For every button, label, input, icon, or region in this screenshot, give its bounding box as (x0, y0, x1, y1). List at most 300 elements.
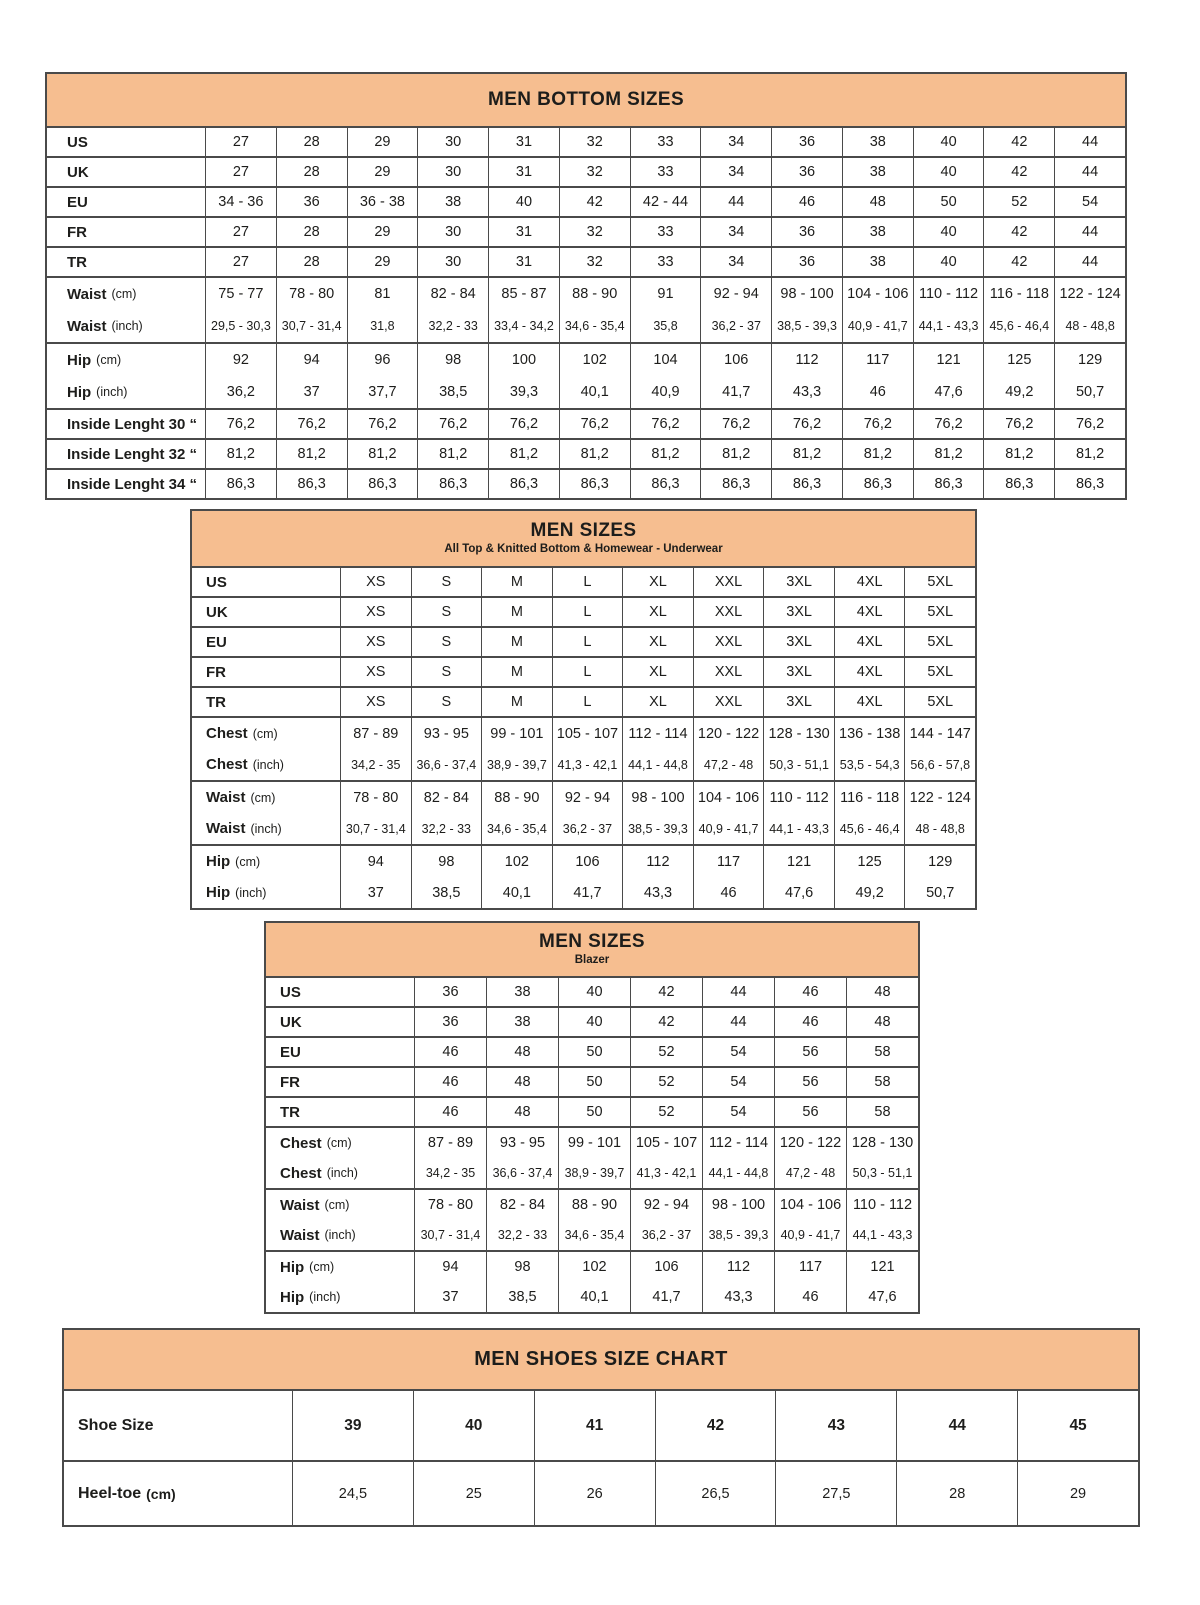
table-row (192, 846, 975, 877)
size-cell: 81,2 (205, 440, 276, 468)
size-cell: 3XL (763, 598, 834, 626)
size-cell: 76,2 (842, 410, 913, 438)
size-cell: 46 (414, 1038, 486, 1066)
size-cell: 40,9 - 41,7 (842, 310, 913, 342)
size-cell: 117 (693, 846, 764, 877)
size-cell: 47,6 (913, 376, 984, 408)
table-row (47, 218, 1125, 246)
table-section (47, 276, 1125, 342)
table-subtitle: All Top & Knitted Bottom & Homewear - Underwear (444, 543, 723, 556)
size-cell: S (411, 628, 482, 656)
size-cell: 36,2 - 37 (630, 1220, 702, 1250)
size-cell: 81,2 (488, 440, 559, 468)
size-cell: 38,5 - 39,3 (771, 310, 842, 342)
size-cell: 40,1 (559, 376, 630, 408)
row-label (192, 688, 340, 716)
size-cell: 49,2 (983, 376, 1054, 408)
size-cell: 40 (913, 158, 984, 186)
row-label-unit: (cm) (111, 287, 137, 301)
size-cell: 40,9 - 41,7 (693, 813, 764, 844)
size-cell: 28 (276, 128, 347, 156)
row-label-text: Waist (206, 820, 246, 837)
size-cell: 41,7 (630, 1282, 702, 1312)
size-cell: 112 - 114 (702, 1128, 774, 1158)
row-label-unit: (inch) (250, 821, 282, 836)
table-section (192, 626, 975, 656)
size-cell: 5XL (904, 628, 975, 656)
row-label-text: Chest (280, 1134, 322, 1152)
size-cell: 25 (413, 1462, 534, 1525)
size-cell: 94 (276, 344, 347, 376)
table-row (47, 376, 1125, 408)
size-cell: XL (622, 598, 693, 626)
size-cell: 129 (904, 846, 975, 877)
size-cell: 44 (702, 1008, 774, 1036)
size-cell: 5XL (904, 688, 975, 716)
row-label-text: Hip (206, 853, 231, 870)
size-cell: M (481, 598, 552, 626)
table-section (192, 844, 975, 908)
size-cell: 86,3 (700, 470, 771, 498)
table-body (192, 568, 975, 908)
row-label-text: Inside Lenght 30 “ (67, 415, 198, 433)
row-label (47, 344, 205, 376)
size-cell: 36 (276, 188, 347, 216)
size-cell: 98 - 100 (771, 278, 842, 310)
size-cell: 128 - 130 (763, 718, 834, 749)
size-cell: XL (622, 568, 693, 596)
size-cell: 44 (1054, 218, 1125, 246)
size-cell: 30 (417, 218, 488, 246)
size-cell: 50,3 - 51,1 (763, 749, 834, 780)
row-label-unit: (cm) (252, 726, 278, 741)
size-cell: 31,8 (347, 310, 418, 342)
size-cell: 76,2 (347, 410, 418, 438)
size-cell: 81 (347, 278, 418, 310)
size-cell: 36 (771, 248, 842, 276)
size-cell: 33 (630, 218, 701, 246)
size-cell: 104 - 106 (842, 278, 913, 310)
table-section (266, 1250, 918, 1312)
size-cell: 81,2 (1054, 440, 1125, 468)
size-cell: 30 (417, 248, 488, 276)
row-label-text: Hip (206, 884, 231, 901)
row-label-text: TR (67, 253, 87, 271)
size-cell: L (552, 688, 623, 716)
table-row (192, 688, 975, 716)
row-label (266, 1068, 414, 1096)
row-label-text: EU (67, 193, 88, 211)
size-cell: 4XL (834, 598, 905, 626)
size-cell: 39 (292, 1391, 413, 1460)
row-label-unit: (cm) (146, 1485, 176, 1502)
size-cell: 4XL (834, 628, 905, 656)
size-cell: 31 (488, 218, 559, 246)
table-section (47, 246, 1125, 276)
size-cell: 29 (347, 248, 418, 276)
size-cell: 50 (558, 1098, 630, 1126)
size-cell: 144 - 147 (904, 718, 975, 749)
size-cell: 128 - 130 (846, 1128, 918, 1158)
table-row (266, 1038, 918, 1066)
size-cell: 44 (700, 188, 771, 216)
size-cell: 41,3 - 42,1 (552, 749, 623, 780)
size-cell: 50 (558, 1038, 630, 1066)
row-label-text: Chest (206, 756, 248, 773)
size-cell: 48 (846, 1008, 918, 1036)
size-cell: 48 - 48,8 (904, 813, 975, 844)
size-cell: 38,9 - 39,7 (481, 749, 552, 780)
size-cell: 3XL (763, 568, 834, 596)
size-cell: 125 (834, 846, 905, 877)
size-cell: 44 (1054, 248, 1125, 276)
size-cell: 36 (771, 128, 842, 156)
table-section (266, 1066, 918, 1096)
table-row (192, 628, 975, 656)
table-row (47, 440, 1125, 468)
size-cell: 30,7 - 31,4 (340, 813, 411, 844)
size-cell: L (552, 658, 623, 686)
row-label-text: Hip (67, 351, 92, 369)
size-cell: 76,2 (1054, 410, 1125, 438)
row-label-unit: (cm) (250, 790, 276, 805)
size-cell: 42 - 44 (630, 188, 701, 216)
size-cell: 82 - 84 (417, 278, 488, 310)
row-label (47, 128, 205, 156)
table-section (192, 568, 975, 596)
size-cell: 105 - 107 (552, 718, 623, 749)
size-cell: M (481, 628, 552, 656)
row-label (47, 158, 205, 186)
row-label-unit: (cm) (235, 854, 261, 869)
table-row (266, 1190, 918, 1220)
size-cell: 78 - 80 (340, 782, 411, 813)
row-label-unit: (inch) (326, 1166, 358, 1180)
size-cell: 5XL (904, 598, 975, 626)
size-cell: 38 (842, 218, 913, 246)
size-cell: XXL (693, 658, 764, 686)
table-section (47, 128, 1125, 156)
size-cell: 81,2 (983, 440, 1054, 468)
table-body (64, 1391, 1138, 1525)
size-cell: 34,6 - 35,4 (558, 1220, 630, 1250)
size-cell: 45,6 - 46,4 (983, 310, 1054, 342)
table-title: MEN SHOES SIZE CHART (474, 1348, 728, 1370)
size-cell: 81,2 (771, 440, 842, 468)
size-cell: 28 (276, 158, 347, 186)
size-cell: 43,3 (771, 376, 842, 408)
size-cell: 81,2 (700, 440, 771, 468)
table-section (47, 156, 1125, 186)
size-cell: M (481, 658, 552, 686)
table-section (192, 780, 975, 844)
size-cell: 3XL (763, 688, 834, 716)
size-cell: 112 (622, 846, 693, 877)
size-cell: XL (622, 658, 693, 686)
size-cell: 36 (771, 158, 842, 186)
row-label-unit: (inch) (324, 1228, 356, 1242)
size-cell: 33,4 - 34,2 (488, 310, 559, 342)
row-label-text: Hip (280, 1258, 305, 1276)
size-cell: 46 (774, 978, 846, 1006)
size-cell: 86,3 (983, 470, 1054, 498)
size-cell: 86,3 (630, 470, 701, 498)
size-cell: 54 (702, 1038, 774, 1066)
size-cell: 110 - 112 (763, 782, 834, 813)
size-cell: XS (340, 568, 411, 596)
row-label-text: US (67, 133, 88, 151)
row-label (266, 978, 414, 1006)
size-cell: 92 (205, 344, 276, 376)
row-label (47, 278, 205, 310)
size-cell: 37,7 (347, 376, 418, 408)
size-cell: 36,6 - 37,4 (486, 1158, 558, 1188)
size-cell: 37 (414, 1282, 486, 1312)
size-cell: 46 (693, 877, 764, 908)
size-cell: 88 - 90 (481, 782, 552, 813)
size-cell: 4XL (834, 568, 905, 596)
size-cell: 98 (417, 344, 488, 376)
size-cell: 45 (1017, 1391, 1138, 1460)
size-cell: 46 (774, 1282, 846, 1312)
size-cell: 3XL (763, 658, 834, 686)
size-cell: L (552, 568, 623, 596)
size-cell: 46 (771, 188, 842, 216)
table-title: MEN SIZES (530, 520, 637, 542)
size-cell: 40 (413, 1391, 534, 1460)
table-row (192, 749, 975, 780)
size-cell: 56 (774, 1068, 846, 1096)
size-cell: 33 (630, 128, 701, 156)
size-cell: 46 (774, 1008, 846, 1036)
table-row (266, 978, 918, 1006)
table-section (192, 686, 975, 716)
size-cell: S (411, 688, 482, 716)
size-cell: 75 - 77 (205, 278, 276, 310)
size-cell: 41,7 (700, 376, 771, 408)
size-cell: 122 - 124 (904, 782, 975, 813)
size-cell: 98 (486, 1252, 558, 1282)
size-cell: 4XL (834, 658, 905, 686)
size-cell: 105 - 107 (630, 1128, 702, 1158)
size-cell: 54 (702, 1098, 774, 1126)
size-cell: 86,3 (417, 470, 488, 498)
size-cell: 31 (488, 248, 559, 276)
size-cell: 76,2 (488, 410, 559, 438)
size-cell: 34,6 - 35,4 (559, 310, 630, 342)
size-cell: 41 (534, 1391, 655, 1460)
size-cell: 82 - 84 (486, 1190, 558, 1220)
size-cell: 29,5 - 30,3 (205, 310, 276, 342)
size-cell: 96 (347, 344, 418, 376)
size-cell: 38,5 (486, 1282, 558, 1312)
table-row (47, 128, 1125, 156)
size-cell: 42 (983, 248, 1054, 276)
size-cell: 42 (983, 218, 1054, 246)
size-cell: 81,2 (913, 440, 984, 468)
size-cell: S (411, 658, 482, 686)
size-cell: 86,3 (913, 470, 984, 498)
size-cell: 52 (630, 1038, 702, 1066)
size-cell: 26,5 (655, 1462, 776, 1525)
size-cell: 47,6 (763, 877, 834, 908)
size-cell: 56 (774, 1038, 846, 1066)
row-label (47, 440, 205, 468)
size-cell: 44 (896, 1391, 1017, 1460)
size-cell: 54 (1054, 188, 1125, 216)
size-cell: 36,2 - 37 (552, 813, 623, 844)
row-label (192, 749, 340, 780)
size-cell: 99 - 101 (481, 718, 552, 749)
size-cell: 44 (1054, 158, 1125, 186)
men-bottom-sizes-table (45, 72, 1127, 500)
size-cell: 81,2 (347, 440, 418, 468)
size-cell: 81,2 (559, 440, 630, 468)
table-row (47, 278, 1125, 310)
size-cell: 38,5 - 39,3 (622, 813, 693, 844)
table-subtitle: Blazer (574, 954, 610, 967)
size-cell: 30,7 - 31,4 (414, 1220, 486, 1250)
size-cell: 48 (486, 1038, 558, 1066)
size-cell: 88 - 90 (558, 1190, 630, 1220)
size-cell: 81,2 (630, 440, 701, 468)
size-cell: 32,2 - 33 (417, 310, 488, 342)
size-cell: 43,3 (702, 1282, 774, 1312)
table-row (192, 598, 975, 626)
size-cell: 46 (414, 1068, 486, 1096)
size-cell: 86,3 (842, 470, 913, 498)
size-cell: 76,2 (276, 410, 347, 438)
size-cell: 50 (913, 188, 984, 216)
size-cell: 86,3 (347, 470, 418, 498)
size-cell: M (481, 688, 552, 716)
size-cell: 40 (913, 128, 984, 156)
size-cell: 3XL (763, 628, 834, 656)
size-cell: XXL (693, 628, 764, 656)
size-cell: 34,6 - 35,4 (481, 813, 552, 844)
size-cell: 29 (1017, 1462, 1138, 1525)
size-cell: 36 (414, 978, 486, 1006)
size-cell: 44 (702, 978, 774, 1006)
row-label (266, 1252, 414, 1282)
men-sizes-blazer-table (264, 921, 920, 1314)
size-cell: XL (622, 688, 693, 716)
size-cell: 31 (488, 128, 559, 156)
row-label-text: FR (280, 1073, 300, 1091)
size-cell: 32 (559, 248, 630, 276)
size-cell: 44,1 - 43,3 (763, 813, 834, 844)
size-cell: 92 - 94 (700, 278, 771, 310)
size-cell: 129 (1054, 344, 1125, 376)
table-section (64, 1460, 1138, 1525)
row-label (192, 877, 340, 908)
table-row (47, 248, 1125, 276)
size-cell: 53,5 - 54,3 (834, 749, 905, 780)
row-label (266, 1158, 414, 1188)
row-label (266, 1038, 414, 1066)
table-title-bar (64, 1330, 1138, 1391)
size-cell: 47,6 (846, 1282, 918, 1312)
size-cell: 117 (842, 344, 913, 376)
row-label-text: UK (67, 163, 89, 181)
size-cell: 52 (630, 1068, 702, 1096)
row-label-unit: (cm) (309, 1260, 335, 1274)
size-cell: 82 - 84 (411, 782, 482, 813)
size-cell: 121 (846, 1252, 918, 1282)
row-label-text: UK (206, 603, 228, 621)
row-label (266, 1008, 414, 1036)
table-row (266, 1008, 918, 1036)
table-title-bar (192, 511, 975, 568)
size-cell: 28 (276, 218, 347, 246)
row-label (266, 1282, 414, 1312)
size-cell: 76,2 (417, 410, 488, 438)
row-label (47, 410, 205, 438)
size-cell: 38 (842, 158, 913, 186)
size-cell: 78 - 80 (414, 1190, 486, 1220)
table-row (64, 1462, 1138, 1525)
size-cell: 91 (630, 278, 701, 310)
size-cell: 39,3 (488, 376, 559, 408)
size-cell: 45,6 - 46,4 (834, 813, 905, 844)
size-cell: 86,3 (488, 470, 559, 498)
size-cell: 98 - 100 (622, 782, 693, 813)
size-cell: 40 (488, 188, 559, 216)
row-label-unit: (cm) (96, 353, 122, 367)
size-cell: 38 (842, 128, 913, 156)
table-row (47, 188, 1125, 216)
size-cell: 48 (486, 1068, 558, 1096)
size-cell: 94 (340, 846, 411, 877)
size-cell: 76,2 (983, 410, 1054, 438)
table-row (47, 310, 1125, 342)
size-cell: 86,3 (771, 470, 842, 498)
size-cell: 36,6 - 37,4 (411, 749, 482, 780)
row-label-text: Heel-toe (78, 1484, 142, 1502)
size-cell: 28 (276, 248, 347, 276)
size-cell: 27 (205, 128, 276, 156)
size-cell: 40,9 (630, 376, 701, 408)
size-cell: 32,2 - 33 (411, 813, 482, 844)
size-cell: 56,6 - 57,8 (904, 749, 975, 780)
size-cell: 102 (558, 1252, 630, 1282)
size-cell: 110 - 112 (913, 278, 984, 310)
size-cell: 42 (983, 158, 1054, 186)
size-cell: 93 - 95 (486, 1128, 558, 1158)
size-cell: 27 (205, 248, 276, 276)
row-label-text: Waist (67, 317, 107, 335)
men-shoes-size-chart-table (62, 1328, 1140, 1527)
table-row (266, 1158, 918, 1188)
size-cell: 81,2 (276, 440, 347, 468)
row-label (192, 658, 340, 686)
table-body (266, 978, 918, 1312)
size-cell: 76,2 (205, 410, 276, 438)
row-label (47, 310, 205, 342)
size-cell: 42 (559, 188, 630, 216)
size-cell: 30 (417, 128, 488, 156)
size-cell: S (411, 598, 482, 626)
size-cell: 104 (630, 344, 701, 376)
row-label-text: TR (280, 1103, 300, 1121)
row-label-unit: (inch) (111, 319, 143, 333)
row-label-text: Inside Lenght 34 “ (67, 475, 198, 493)
row-label-text: Hip (67, 383, 92, 401)
size-cell: 58 (846, 1068, 918, 1096)
size-cell: 81,2 (417, 440, 488, 468)
size-cell: 42 (655, 1391, 776, 1460)
table-title-bar (47, 74, 1125, 128)
